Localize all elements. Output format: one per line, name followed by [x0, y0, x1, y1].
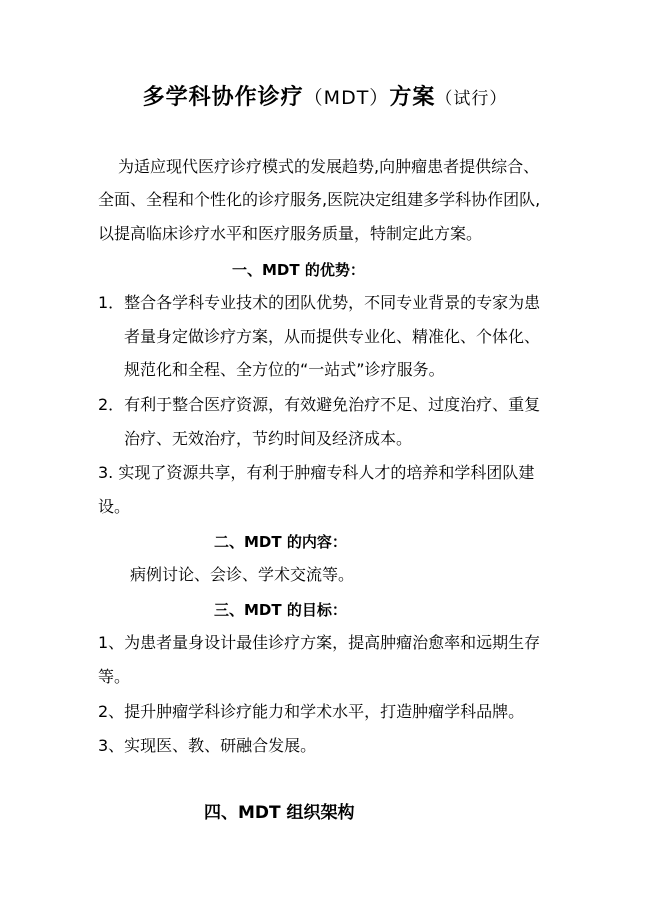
section1-line-1: 1．整合各学科专业技术的团队优势，不同专业背景的专家为患	[98, 293, 541, 312]
section1-line-6: 3. 实现了资源共享，有利于肿瘤专科人才的培养和学科团队建	[98, 463, 535, 482]
section1-line-2: 者量身定做诊疗方案，从而提供专业化、精准化、个体化、	[124, 327, 541, 346]
section3-line-3: 2、提升肿瘤学科诊疗能力和学术水平，打造肿瘤学科品牌。	[98, 702, 525, 721]
section3-line-2: 等。	[98, 667, 131, 686]
section3-heading: 三、MDT 的目标：	[214, 601, 347, 619]
section3-line-4: 3、实现医、教、研融合发展。	[98, 736, 317, 755]
intro-line-2: 全面、全程和个性化的诊疗服务,医院决定组建多学科协作团队,	[98, 190, 541, 209]
title-mdt: （MDT）	[303, 87, 390, 109]
title-suffix: 方案	[389, 85, 436, 110]
section1-line-3: 规范化和全程、全方位的“一站式”诊疗服务。	[124, 360, 445, 379]
title-main: 多学科协作诊疗	[142, 85, 304, 110]
page-title	[0, 80, 650, 111]
section1-line-5: 治疗、无效治疗，节约时间及经济成本。	[124, 429, 413, 448]
intro-line-1: 为适应现代医疗诊疗模式的发展趋势,向肿瘤患者提供综合、	[118, 157, 540, 176]
title-note: （试行）	[435, 89, 508, 109]
section4-heading: 四、MDT 组织架构	[204, 803, 355, 823]
section1-line-7: 设。	[98, 497, 131, 516]
section2-heading: 二、MDT 的内容：	[214, 533, 347, 551]
intro-line-3: 以提高临床诊疗水平和医疗服务质量，特制定此方案。	[98, 224, 483, 243]
section1-line-4: 2．有利于整合医疗资源，有效避免治疗不足、过度治疗、重复	[98, 395, 541, 414]
section2-text: 病例讨论、会诊、学术交流等。	[130, 565, 355, 584]
section1-heading: 一、MDT 的优势：	[232, 261, 365, 279]
section3-line-1: 1、为患者量身设计最佳诊疗方案，提高肿瘤治愈率和远期生存	[98, 633, 541, 652]
